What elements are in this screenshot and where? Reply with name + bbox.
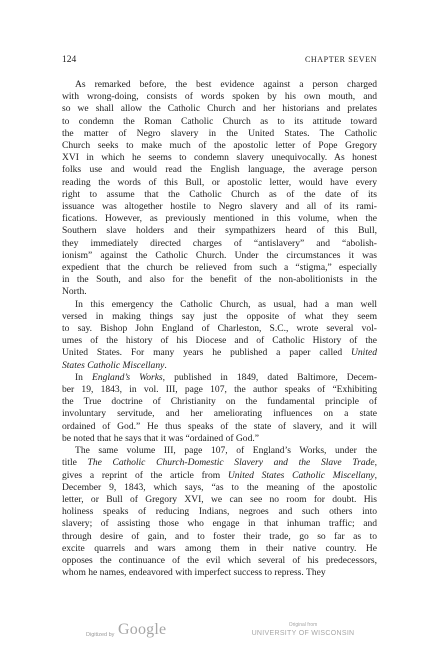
- paragraph: [62, 299, 377, 372]
- text-line: involuntary servitude, and her ameliorating influences on a state: [62, 408, 377, 420]
- text-line: be noted that he says that it was “ordained of God.”: [62, 432, 259, 444]
- text-line: so we shall allow the Catholic Church and her historians and prelates: [62, 103, 377, 115]
- text-line: In England’s Works, published in 1849, dated Baltimore, Decem-: [75, 371, 377, 383]
- text-line: As remarked before, the best evidence against a person charged: [75, 79, 377, 90]
- text-line: holiness speaks of reducing Indians, negroes and such others into: [62, 506, 377, 518]
- text-line: they immediately directed charges of “antislavery” and “abolish-: [62, 237, 377, 249]
- text-line: reading the words of this Bull, or apostolic letter, would have every: [62, 176, 377, 188]
- text-line: slavery; of assisting those who engage in that inhuman traffic; and: [62, 518, 377, 530]
- text-line: through desire of gain, and to foster their trade, go so far as to: [62, 530, 377, 542]
- text-line: December 9, 1843, which says, “as to the meaning of the apostolic: [62, 481, 377, 493]
- text-line: issuance was altogether hostile to Negro slavery and all of its rami-: [62, 201, 377, 213]
- text-line: with wrong-doing, consists of words spoken by his own mouth, and: [62, 91, 377, 103]
- paragraph: [62, 79, 377, 299]
- text-line: gives a reprint of the article from United States Catholic Miscellany,: [62, 469, 377, 481]
- digitized-by-label: Digitized by: [86, 632, 115, 638]
- text-line: United States. For many years he published a paper called United: [62, 347, 377, 359]
- text-line: The same volume III, page 107, of England’s Works, under the: [75, 445, 377, 457]
- body-text: [62, 79, 377, 579]
- paragraph: [62, 445, 377, 579]
- original-from-label: Original from: [288, 622, 318, 628]
- text-line: right to assume that the Catholic Church as of the date of its: [62, 188, 377, 200]
- text-line: expedient that the church be relieved from such a “stigma,” especially: [62, 262, 377, 274]
- text-line: the True doctrine of Christianity on the fundamental principle of: [62, 396, 377, 408]
- text-line: XVI in which he seems to condemn slavery unequivocally. As honest: [62, 152, 377, 164]
- text-line: in the South, and also for the benefit of the non-abolitionists in the: [62, 274, 377, 286]
- text-line: States Catholic Miscellany.: [62, 359, 167, 371]
- text-line: Southern slave holders and their sympathizers heard of this Bull,: [62, 225, 377, 237]
- chapter-title: CHAPTER SEVEN: [304, 55, 377, 64]
- text-line: to say. Bishop John England of Charleston, S.C., wrote several vol-: [62, 323, 377, 335]
- text-line: In this emergency the Catholic Church, as usual, had a man well: [75, 298, 377, 310]
- text-line: letter, or Bull of Gregory XVI, we can see no room for doubt. His: [62, 493, 377, 505]
- paragraph: [62, 372, 377, 445]
- text-line: title The Catholic Church-Domestic Slavery and the Slave Trade,: [62, 457, 377, 469]
- text-line: Church seeks to make much of the apostolic letter of Pope Gregory: [62, 140, 377, 152]
- text-line: ordained of God.” He thus speaks of the state of slavery, and it will: [62, 420, 377, 432]
- text-line: fications. However, as previously mentioned in this volume, when the: [62, 213, 377, 225]
- text-line: umes of the history of his Diocese and of Catholic History of the: [62, 335, 377, 347]
- text-line: whom he names, endeavored with imperfect success to repress. They: [62, 567, 326, 579]
- text-line: ber 19, 1843, in vol. III, page 107, the author speaks of “Exhibiting: [62, 384, 377, 396]
- text-line: excite quarrels and wars among them in their native country. He: [62, 542, 377, 554]
- running-head: [62, 55, 377, 69]
- text-line: North.: [62, 286, 87, 298]
- institution-label: UNIVERSITY OF WISCONSIN: [251, 630, 355, 637]
- google-logo: Google: [118, 621, 167, 638]
- text-line: to condemn the Roman Catholic Church as to its attitude toward: [62, 115, 377, 127]
- text-line: versed in making things say just the opposite of what they seem: [62, 310, 377, 322]
- text-line: the matter of Negro slavery in the United States. The Catholic: [62, 127, 377, 139]
- text-line: opposes the continuance of the evil which several of his predecessors,: [62, 554, 377, 566]
- page-number: 124: [62, 55, 77, 65]
- digitization-footer: [0, 618, 430, 640]
- text-line: folks use and would read the English language, the average person: [62, 164, 377, 176]
- text-line: ionism” against the Catholic Church. Under the circumstances it was: [62, 249, 377, 261]
